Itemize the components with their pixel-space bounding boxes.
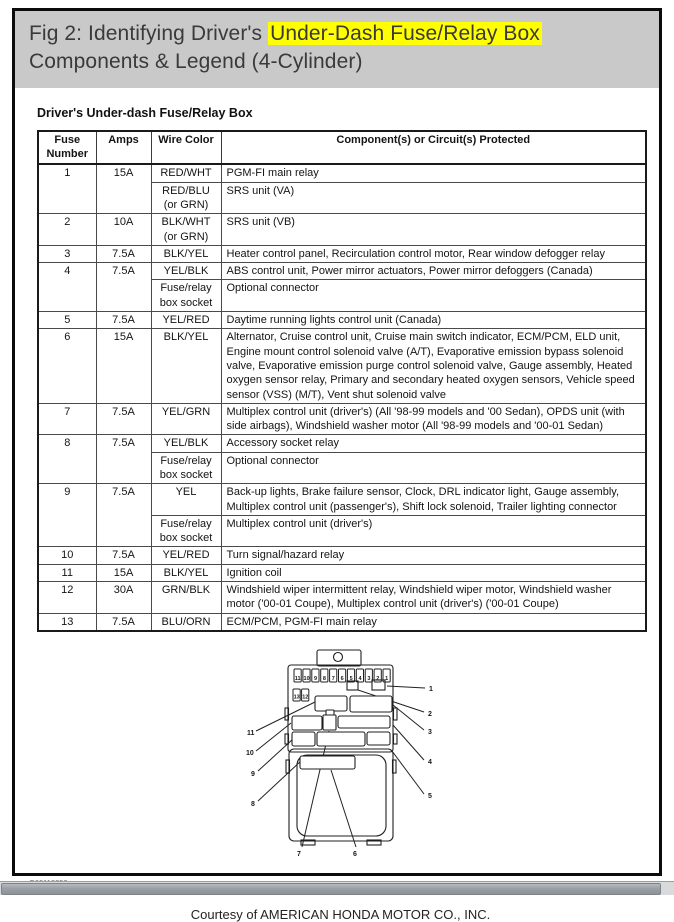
- fuse-slot-row: [294, 669, 390, 682]
- connector-e: [323, 715, 336, 730]
- fuse-number-cell: 2: [38, 214, 96, 246]
- callout-number: 7: [296, 850, 301, 858]
- caption-highlight: Under-Dash Fuse/Relay Box: [270, 22, 540, 45]
- fuse-slot-number: 6: [340, 675, 344, 682]
- table-row: [38, 329, 646, 403]
- wire-color-cell: BLK/WHT (or GRN): [151, 214, 221, 246]
- col-header-fuse-number: Fuse Number: [38, 131, 96, 165]
- table-row: [38, 564, 646, 581]
- component-cell: Heater control panel, Recirculation control motor, Rear window defogger relay: [221, 245, 646, 262]
- fuse-number-cell: 5: [38, 312, 96, 329]
- fuse-slot-number: 10: [303, 675, 310, 682]
- wire-color-cell: YEL/BLK: [151, 435, 221, 452]
- fuse-slot-number: 12: [301, 694, 308, 701]
- fuse-slot-number: 2: [375, 675, 379, 682]
- table-row: [38, 312, 646, 329]
- fuse-slot-number: 13: [293, 694, 300, 701]
- callout-line: [258, 739, 293, 771]
- fuse-slot-number: 7: [331, 675, 335, 682]
- component-cell: Multiplex control unit (driver's) (All '98-99 models and '00 Sedan), OPDS unit (with side airbags), Windshield washer motor (All '98-99 models and '00-01 Sedan): [221, 403, 646, 435]
- figure-panel: [12, 8, 662, 922]
- relay-block-d: [292, 716, 322, 730]
- mount-hole: [333, 652, 342, 661]
- table-row: [38, 435, 646, 452]
- relay-block-f: [338, 716, 390, 728]
- callout-line: [392, 751, 424, 794]
- wire-color-cell: GRN/BLK: [151, 582, 221, 614]
- table-row: [38, 245, 646, 262]
- component-cell: Daytime running lights control unit (Canada): [221, 312, 646, 329]
- caption-text-pre: Fig 2: Identifying Driver's: [29, 22, 269, 45]
- fuse-slot-number: 4: [357, 675, 362, 682]
- courtesy-line: Courtesy of AMERICAN HONDA MOTOR CO., INC.: [190, 906, 491, 922]
- fuse-number-cell: 13: [38, 613, 96, 631]
- table-row: [38, 582, 646, 614]
- amps-cell: 7.5A: [96, 312, 151, 329]
- col-header-amps: Amps: [96, 131, 151, 165]
- fuse-table: [37, 130, 647, 632]
- component-cell: SRS unit (VB): [221, 214, 646, 246]
- relay-block-h: [317, 732, 365, 746]
- diagram-callouts: [246, 686, 433, 858]
- table-row: [38, 214, 646, 246]
- callout-number: 11: [246, 729, 254, 737]
- fuse-slot-number: 8: [322, 675, 326, 682]
- fuse-slot-number: 3: [366, 675, 370, 682]
- wire-color-cell: YEL/BLK: [151, 263, 221, 280]
- component-cell: SRS unit (VA): [221, 182, 646, 214]
- relay-block-b: [315, 696, 347, 711]
- amps-cell: 7.5A: [96, 263, 151, 312]
- fuse-number-cell: 6: [38, 329, 96, 403]
- component-cell: Back-up lights, Brake failure sensor, Clock, DRL indicator light, Gauge assembly, Multiplex control unit (passenger's), Shift lock solenoid, Trailer lighting connector: [221, 484, 646, 516]
- callout-number: 5: [427, 792, 432, 800]
- callout-number: 3: [427, 728, 432, 736]
- fuse-number-cell: 3: [38, 245, 96, 262]
- fuse-number-cell: 12: [38, 582, 96, 614]
- fuse-slot-number: 11: [294, 675, 301, 682]
- wire-color-cell: Fuse/relay box socket: [151, 452, 221, 484]
- callout-number: 9: [250, 770, 255, 778]
- fuse-slot-pair: [293, 689, 309, 701]
- amps-cell: 7.5A: [96, 613, 151, 631]
- amps-cell: 7.5A: [96, 435, 151, 484]
- caption-text-post: Components & Legend (4-Cylinder): [29, 49, 363, 73]
- amps-cell: 7.5A: [96, 547, 151, 564]
- component-cell: ABS control unit, Power mirror actuators, Power mirror defoggers (Canada): [221, 263, 646, 280]
- wire-color-cell: Fuse/relay box socket: [151, 515, 221, 547]
- fuse-number-cell: 9: [38, 484, 96, 547]
- relay-block-g: [292, 732, 315, 746]
- table-row: [38, 484, 646, 516]
- wire-color-cell: BLK/YEL: [151, 564, 221, 581]
- callout-line: [256, 723, 291, 751]
- relay-block-c: [350, 696, 392, 712]
- wire-color-cell: BLK/YEL: [151, 245, 221, 262]
- table-row: [38, 403, 646, 435]
- callout-number: 10: [245, 749, 254, 757]
- callout-line: [393, 705, 424, 730]
- document-body: [15, 88, 659, 922]
- callout-number: 8: [250, 800, 255, 808]
- amps-cell: 7.5A: [96, 245, 151, 262]
- fuse-slot-number: 1: [384, 675, 388, 682]
- wire-color-cell: Fuse/relay box socket: [151, 280, 221, 312]
- wire-color-cell: YEL/RED: [151, 547, 221, 564]
- fusebox-diagram: [245, 648, 437, 862]
- wire-color-cell: YEL: [151, 484, 221, 516]
- fuse-number-cell: 11: [38, 564, 96, 581]
- amps-cell: 15A: [96, 329, 151, 403]
- horizontal-scrollbar-thumb[interactable]: [1, 883, 661, 895]
- relay-block-i: [367, 732, 390, 745]
- fuse-number-cell: 1: [38, 164, 96, 213]
- amps-cell: 7.5A: [96, 484, 151, 547]
- fuse-number-cell: 8: [38, 435, 96, 484]
- table-row: [38, 547, 646, 564]
- fuse-number-cell: 10: [38, 547, 96, 564]
- wire-color-cell: RED/BLU (or GRN): [151, 182, 221, 214]
- table-title: Driver's Under-dash Fuse/Relay Box: [37, 105, 253, 120]
- table-row: [38, 263, 646, 280]
- amps-cell: 10A: [96, 214, 151, 246]
- component-cell: Optional connector: [221, 452, 646, 484]
- table-row: [38, 164, 646, 182]
- amps-cell: 15A: [96, 164, 151, 213]
- wire-color-cell: YEL/RED: [151, 312, 221, 329]
- callout-line: [258, 760, 302, 801]
- figure-caption: [15, 11, 659, 88]
- amps-cell: 15A: [96, 564, 151, 581]
- component-cell: Accessory socket relay: [221, 435, 646, 452]
- component-cell: Turn signal/hazard relay: [221, 547, 646, 564]
- col-header-wire-color: Wire Color: [151, 131, 221, 165]
- component-cell: Windshield wiper intermittent relay, Windshield wiper motor, Windshield washer motor ('00-01 Coupe), Multiplex control unit (driver's) ('00-01 Coupe): [221, 582, 646, 614]
- callout-number: 4: [427, 758, 432, 766]
- component-cell: Ignition coil: [221, 564, 646, 581]
- component-cell: ECM/PCM, PGM-FI main relay: [221, 613, 646, 631]
- fuse-slot-number: 9: [313, 675, 317, 682]
- fusebox-diagram-wrap: [37, 648, 644, 862]
- callout-number: 2: [427, 710, 432, 718]
- table-header-row: [38, 131, 646, 165]
- callout-number: 6: [352, 850, 357, 858]
- callout-line: [302, 731, 329, 847]
- amps-cell: 7.5A: [96, 403, 151, 435]
- fuse-table-body: [38, 164, 646, 631]
- component-cell: PGM-FI main relay: [221, 164, 646, 182]
- horizontal-scrollbar[interactable]: [0, 881, 674, 895]
- col-header-component: Component(s) or Circuit(s) Protected: [221, 131, 646, 165]
- component-cell: Alternator, Cruise control unit, Cruise main switch indicator, ECM/PCM, ELD unit, Engine mount control solenoid valve (A/T), Evaporative emission bypass solenoid valve, Evaporative emission purge control solenoid valve, Gauge assembly, Heated oxygen sensor relay, Primary and secondary heated oxygen sensors, Vehicle speed sensor (VSS) (M/T), Vent shut solenoid valve: [221, 329, 646, 403]
- fuse-number-cell: 4: [38, 263, 96, 312]
- wire-color-cell: YEL/GRN: [151, 403, 221, 435]
- wire-color-cell: BLK/YEL: [151, 329, 221, 403]
- table-row: [38, 613, 646, 631]
- component-cell: Multiplex control unit (driver's): [221, 515, 646, 547]
- component-cell: Optional connector: [221, 280, 646, 312]
- fuse-slot-number: 5: [349, 675, 353, 682]
- wire-color-cell: RED/WHT: [151, 164, 221, 182]
- callout-line: [393, 725, 424, 760]
- callout-number: 1: [428, 685, 433, 693]
- relay-block-j: [300, 756, 355, 769]
- fuse-number-cell: 7: [38, 403, 96, 435]
- wire-color-cell: BLU/ORN: [151, 613, 221, 631]
- amps-cell: 30A: [96, 582, 151, 614]
